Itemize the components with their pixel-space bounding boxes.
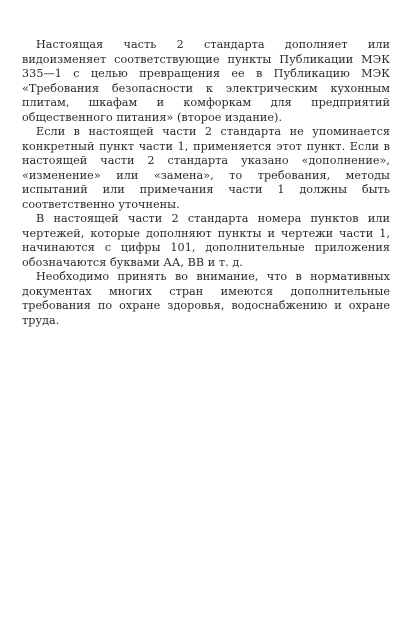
paragraph-scope: Настоящая часть 2 стандарта дополняет или видоизменяет соответствующие пункты Публикации МЭК 335—1 с целью превращения ее в Публикацию МЭК «Требования безопасности к электрическим кухонным плитам, шкафам и комфоркам для предприятий общественного питания» (второе издание).	[22, 38, 390, 124]
paragraph-unmentioned-clauses: Если в настоящей части 2 стандарта не упоминается конкретный пункт части 1, применяется этот пункт. Если в настоящей части 2 стандарта указано «дополнение», «изменение» или «замена», то требования, методы испытаний или примечания части 1 должны быть соответственно уточнены.	[22, 125, 390, 211]
paragraph-national-requirements: Необходимо принять во внимание, что в нормативных документах многих стран имеются дополнительные требования по охране здоровья, водоснабжению и охране труда.	[22, 270, 390, 327]
paragraph-numbering: В настоящей части 2 стандарта номера пунктов или чертежей, которые дополняют пункты и чертежи части 1, начинаются с цифры 101, дополнительные приложения обозначаются буквами АА, ВВ и т. д.	[22, 212, 390, 269]
document-page	[22, 38, 390, 328]
